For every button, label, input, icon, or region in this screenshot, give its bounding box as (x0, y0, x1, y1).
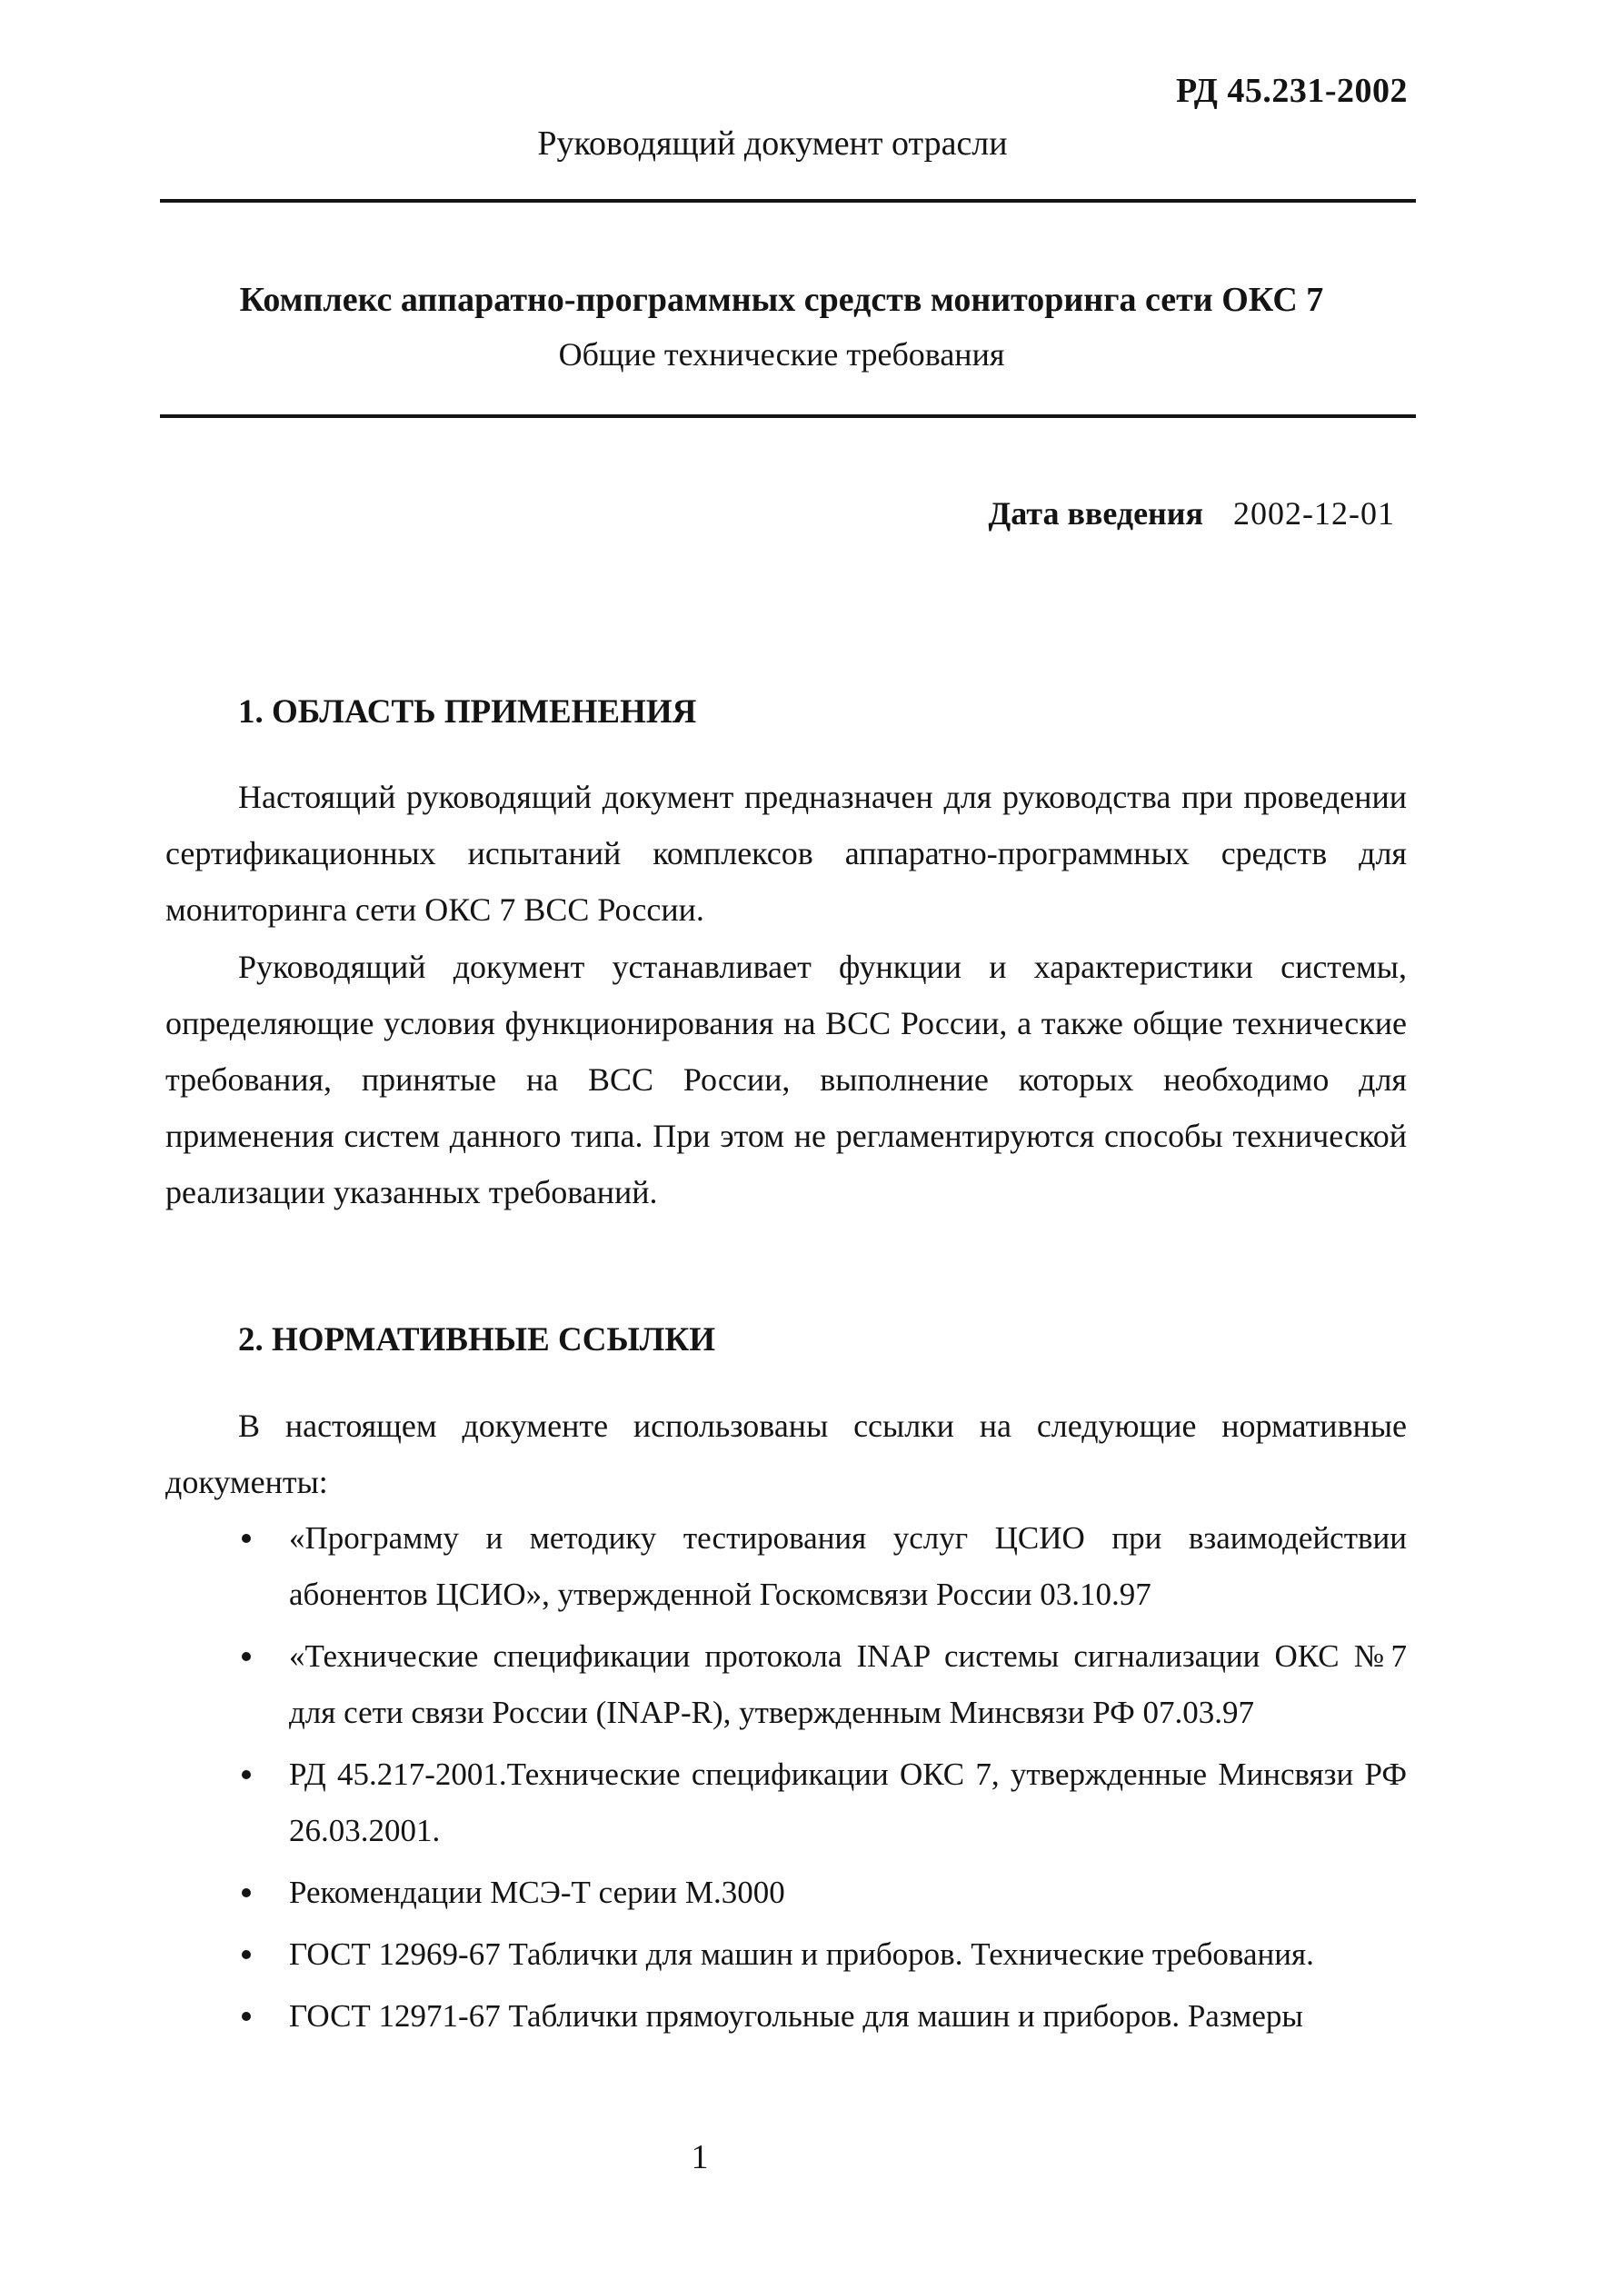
references-list (234, 1510, 1407, 2050)
introduction-date (989, 494, 1395, 532)
reference-text: «Программу и методику тестирования услуг ЦСИО при взаимодействии абонентов ЦСИО», утвержденной Госкомсвязи России 03.10.97 (289, 1520, 1407, 1612)
bullet-icon (242, 1534, 251, 1543)
reference-item (234, 1865, 1407, 1921)
section-2-intro: В настоящем документе использованы ссылки на следующие нормативные документы: (165, 1408, 1407, 1500)
reference-item (234, 1510, 1407, 1623)
reference-text: Рекомендации МСЭ-Т серии М.3000 (289, 1875, 785, 1910)
section-1-paragraph: Руководящий документ устанавливает функции и характеристики системы, определяющие условия функционирования на ВСС России, а также общие технические требования, принятые на ВСС России, выполнение которых необходимо для применения систем данного типа. При этом не регламентируются способы технической реализации указанных требований. (165, 949, 1407, 1210)
reference-item (234, 1628, 1407, 1741)
title-divider (160, 414, 1416, 418)
introduction-date-label: Дата введения (988, 495, 1204, 532)
reference-item (234, 1747, 1407, 1859)
bullet-icon (242, 1950, 251, 1959)
introduction-date-value: 2002-12-01 (1233, 495, 1395, 532)
bullet-icon (242, 1652, 251, 1661)
reference-text: РД 45.217-2001.Технические спецификации ОКС 7, утвержденные Минсвязи РФ 26.03.2001. (289, 1756, 1407, 1848)
section-2-heading: 2. НОРМАТИВНЫЕ ССЫЛКИ (238, 1321, 715, 1358)
reference-text: ГОСТ 12971-67 Таблички прямоугольные для машин и приборов. Размеры (289, 1998, 1303, 2034)
reference-item (234, 1926, 1407, 1983)
document-title: Комплекс аппаратно-программных средств мониторинга сети ОКС 7 (239, 281, 1324, 319)
top-divider (160, 199, 1416, 203)
section-1-heading: 1. ОБЛАСТЬ ПРИМЕНЕНИЯ (238, 693, 697, 731)
bullet-icon (242, 2012, 251, 2021)
section-1-paragraph: Настоящий руководящий документ предназначен для руководства при проведении сертификационных испытаний комплексов аппаратно-программных средств для мониторинга сети ОКС 7 ВСС России. (165, 779, 1407, 928)
document-code: РД 45.231-2002 (1176, 72, 1408, 110)
page-number: 1 (691, 2138, 709, 2176)
reference-item (234, 1988, 1407, 2045)
document-subtitle: Общие технические требования (558, 336, 1005, 373)
bullet-icon (242, 1770, 251, 1779)
reference-text: «Технические спецификации протокола INAP системы сигнализации ОКС №7 для сети связи России (INAP-R), утвержденным Минсвязи РФ 07.03.97 (289, 1638, 1407, 1730)
bullet-icon (242, 1888, 251, 1897)
document-kind: Руководящий документ отрасли (537, 124, 1008, 163)
reference-text: ГОСТ 12969-67 Таблички для машин и приборов. Технические требования. (289, 1936, 1314, 1972)
